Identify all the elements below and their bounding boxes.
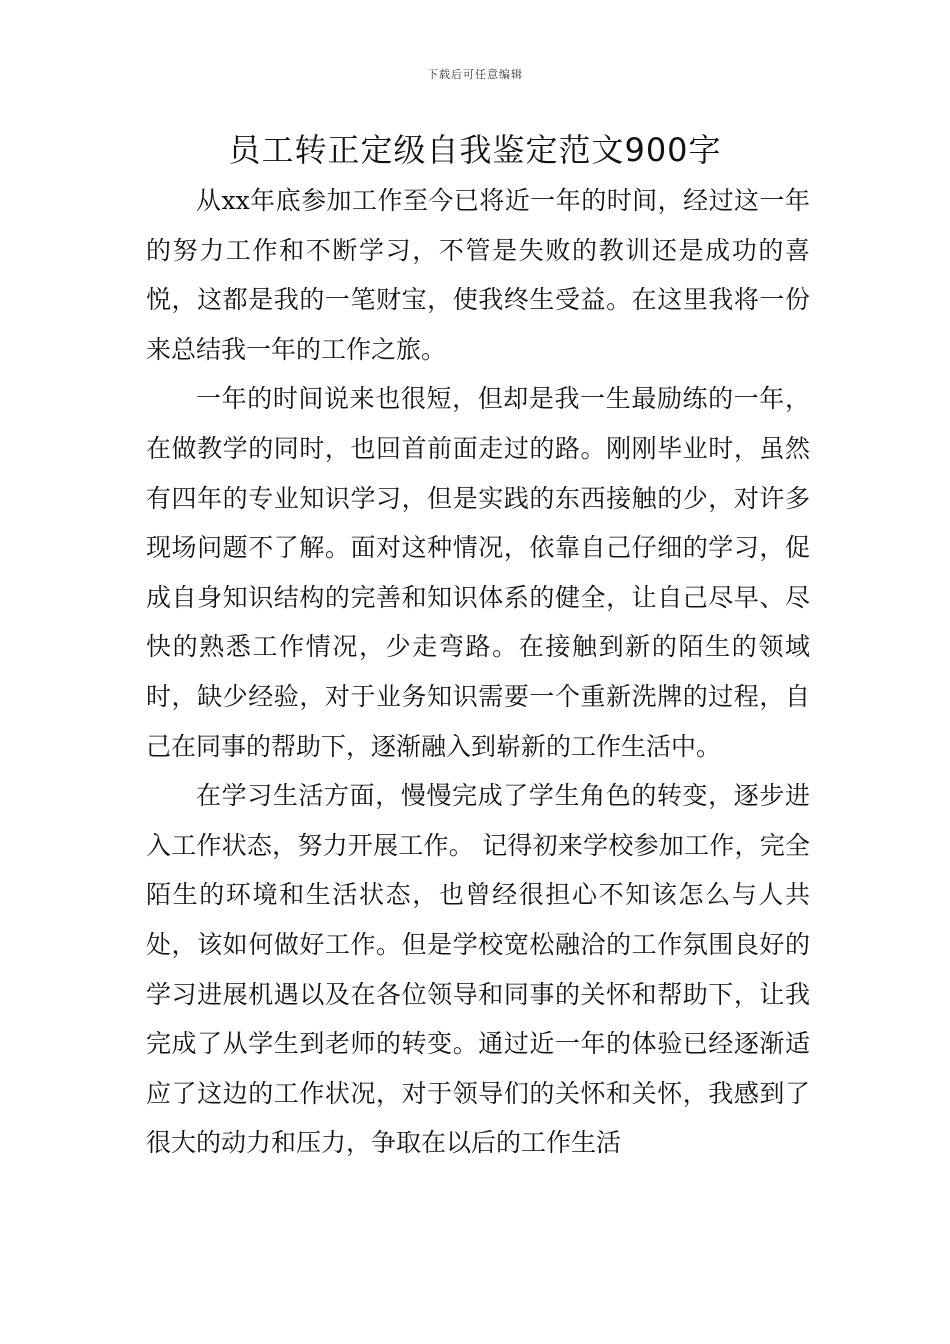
paragraph-1: 从xx年底参加工作至今已将近一年的时间，经过这一年的努力工作和不断学习，不管是失败的教训还是成功的喜悦，这都是我的一笔财宝，使我终生受益。在这里我将一份来总结我一年的工作之旅。 (146, 186, 810, 364)
paragraph-2: 一年的时间说来也很短，但却是我一生最励练的一年，在做教学的同时，也回首前面走过的路。刚刚毕业时，虽然有四年的专业知识学习，但是实践的东西接触的少，对许多现场问题不了解。面对这种情况，依靠自己仔细的学习，促成自身知识结构的完善和知识体系的健全，让自己尽早、尽快的熟悉工作情况，少走弯路。在接触到新的陌生的领域时，缺少经验，对于业务知识需要一个重新洗牌的过程，自己在同事的帮助下，逐渐融入到崭新的工作生活中。 (146, 384, 810, 761)
paragraph-3: 在学习生活方面，慢慢完成了学生角色的转变，逐步进入工作状态，努力开展工作。 记得初来学校参加工作，完全陌生的环境和生活状态，也曾经很担心不知该怎么与人共处，该如何做好工作。但是学校宽松融洽的工作氛围良好的学习进展机遇以及在各位领导和同事的关怀和帮助下，让我完成了从学生到老师的转变。通过近一年的体验已经逐渐适应了这边的工作状况，对于领导们的关怀和关怀，我感到了很大的动力和压力，争取在以后的工作生活 (146, 781, 810, 1158)
document-body (146, 176, 810, 1168)
document-title: 员工转正定级自我鉴定范文900字 (228, 131, 722, 169)
header-note: 下载后可任意编辑 (427, 68, 523, 81)
